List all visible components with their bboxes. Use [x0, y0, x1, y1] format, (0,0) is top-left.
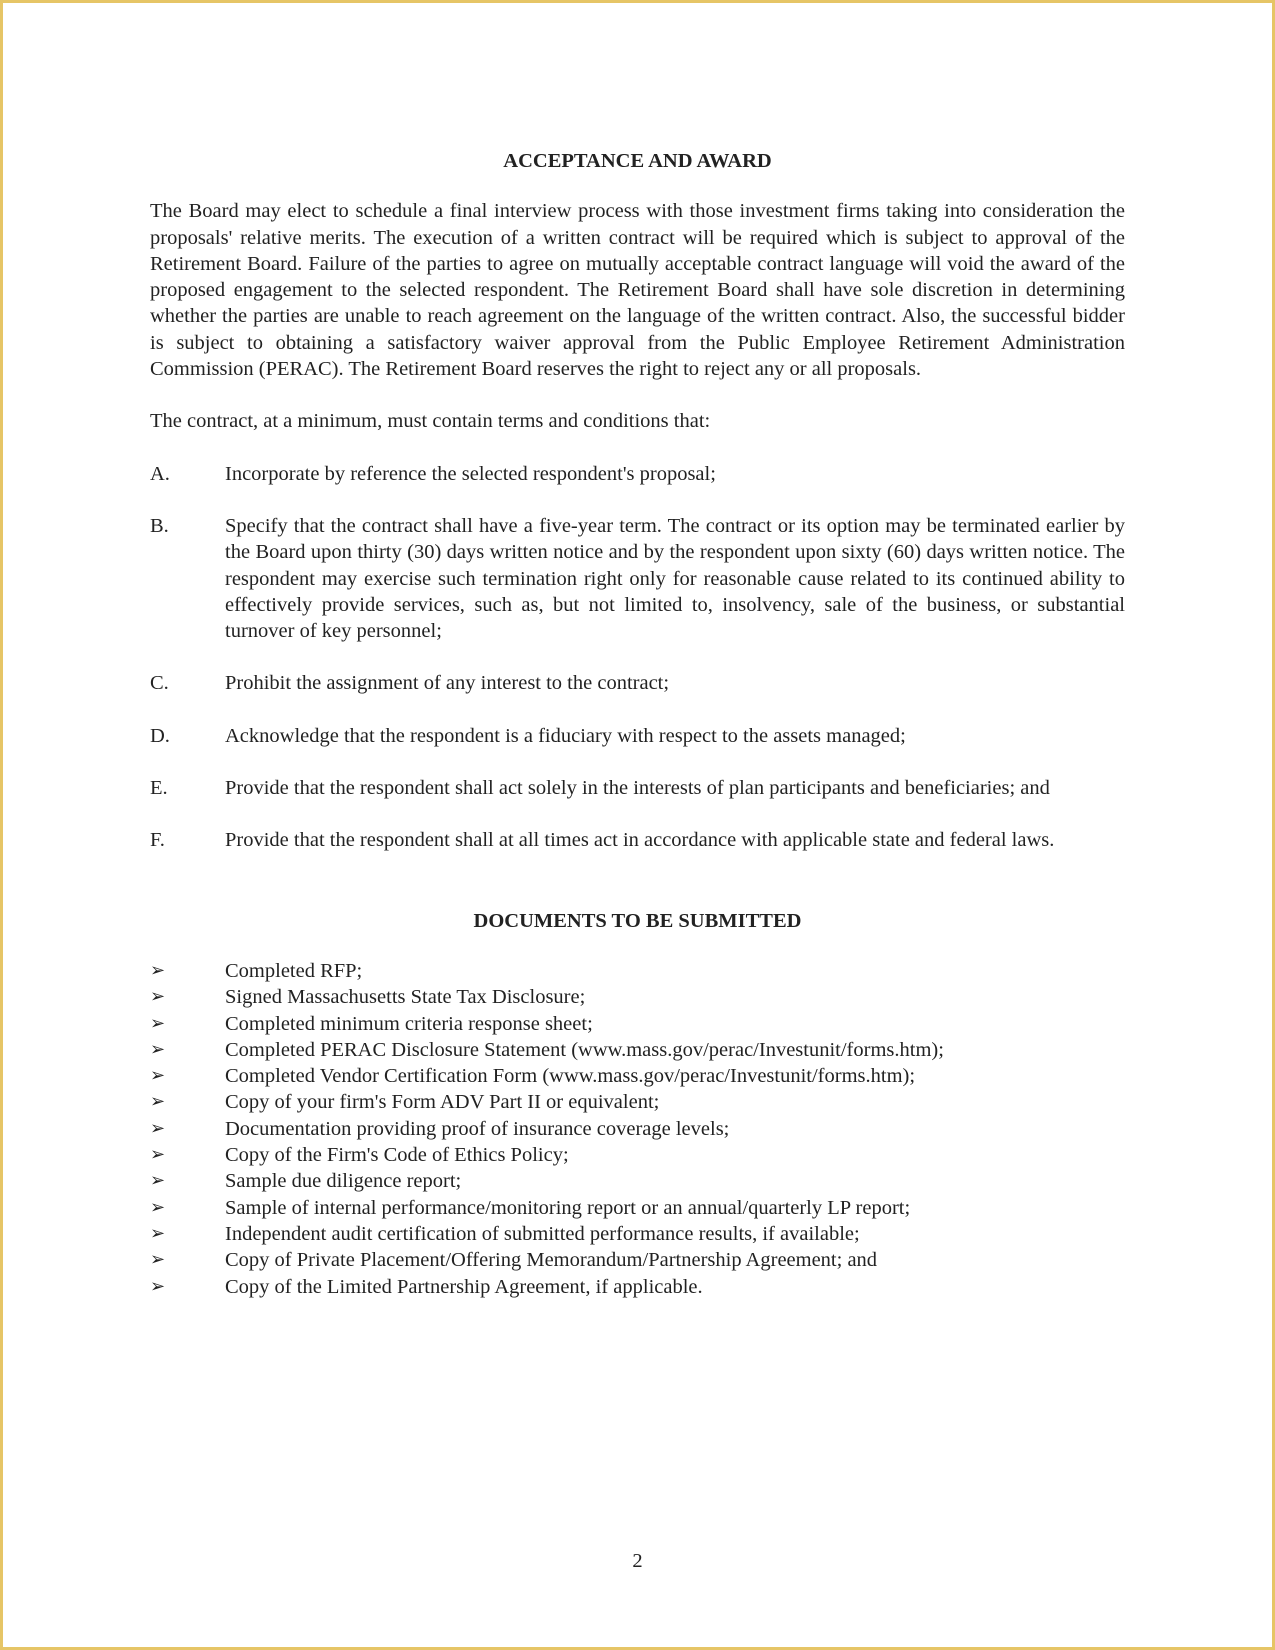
document-item-text: Completed PERAC Disclosure Statement (www.mass.gov/perac/Investunit/forms.htm); — [225, 1038, 944, 1061]
term-text: Provide that the respondent shall act solely in the interests of plan participants and beneficiaries; and — [225, 777, 1050, 800]
term-item — [150, 670, 1125, 696]
document-item — [150, 1247, 1125, 1273]
term-letter: C. — [150, 672, 169, 695]
term-item — [150, 513, 1125, 644]
document-item — [150, 1274, 1125, 1300]
term-item — [150, 775, 1125, 801]
document-item — [150, 1142, 1125, 1168]
page-number: 2 — [632, 1550, 643, 1572]
document-item — [150, 1168, 1125, 1194]
documents-list — [150, 958, 1125, 1300]
arrow-bullet-icon: ➢ — [150, 1170, 166, 1192]
document-item — [150, 1063, 1125, 1089]
document-item — [150, 1037, 1125, 1063]
arrow-bullet-icon: ➢ — [150, 1117, 166, 1139]
arrow-bullet-icon: ➢ — [150, 959, 166, 981]
arrow-bullet-icon: ➢ — [150, 1144, 166, 1166]
arrow-bullet-icon: ➢ — [150, 1196, 166, 1218]
arrow-bullet-icon: ➢ — [150, 1065, 166, 1087]
term-letter: A. — [150, 462, 170, 485]
document-item — [150, 1195, 1125, 1221]
arrow-bullet-icon: ➢ — [150, 1012, 166, 1034]
term-text: Provide that the respondent shall at all times act in accordance with applicable state and federal laws. — [225, 829, 1055, 852]
document-item-text: Signed Massachusetts State Tax Disclosure; — [225, 986, 586, 1009]
document-item — [150, 958, 1125, 984]
term-letter: B. — [150, 514, 169, 537]
document-item-text: Copy of the Limited Partnership Agreement, if applicable. — [225, 1275, 703, 1298]
document-item — [150, 1221, 1125, 1247]
arrow-bullet-icon: ➢ — [150, 986, 166, 1008]
term-letter: D. — [150, 724, 170, 747]
document-item-text: Copy of the Firm's Code of Ethics Policy; — [225, 1144, 569, 1167]
term-text: Incorporate by reference the selected respondent's proposal; — [225, 462, 716, 485]
arrow-bullet-icon: ➢ — [150, 1275, 166, 1297]
document-item-text: Copy of your firm's Form ADV Part II or equivalent; — [225, 1091, 660, 1114]
document-item-text: Sample due diligence report; — [225, 1170, 462, 1193]
term-item — [150, 723, 1125, 749]
document-item-text: Sample of internal performance/monitoring report or an annual/quarterly LP report; — [225, 1196, 911, 1219]
arrow-bullet-icon: ➢ — [150, 1038, 166, 1060]
arrow-bullet-icon: ➢ — [150, 1249, 166, 1271]
section-title-documents: DOCUMENTS TO BE SUBMITTED — [473, 909, 802, 932]
arrow-bullet-icon: ➢ — [150, 1222, 166, 1244]
term-item — [150, 461, 1125, 487]
section-title-acceptance: ACCEPTANCE AND AWARD — [503, 150, 772, 172]
intro-paragraph: The Board may elect to schedule a final interview process with those investment firms taking into consideration the proposals' relative merits. The execution of a written contract will be required which is subject to approval of the Retirement Board. Failure of the parties to agree on mutually acceptable contract language will void the award of the proposed engagement to the selected respondent. The Retirement Board shall have sole discretion in determining whether the parties are unable to reach agreement on the language of the written contract. Also, the successful bidder is subject to obtaining a satisfactory waiver approval from the Public Employee Retirement Administration Commission (PERAC). The Retirement Board reserves the right to reject any or all proposals. — [150, 200, 1125, 381]
document-item — [150, 1011, 1125, 1037]
term-letter: E. — [150, 777, 168, 800]
document-item-text: Completed minimum criteria response sheet; — [225, 1012, 593, 1035]
document-item-text: Completed Vendor Certification Form (www.mass.gov/perac/Investunit/forms.htm); — [225, 1065, 916, 1088]
document-body — [150, 148, 1125, 1300]
term-item — [150, 827, 1125, 853]
document-item-text: Copy of Private Placement/Offering Memorandum/Partnership Agreement; and — [225, 1249, 878, 1272]
term-text: Acknowledge that the respondent is a fiduciary with respect to the assets managed; — [225, 724, 906, 747]
arrow-bullet-icon: ➢ — [150, 1091, 166, 1113]
document-item — [150, 984, 1125, 1010]
term-text: Prohibit the assignment of any interest to the contract; — [225, 672, 670, 695]
document-item — [150, 1089, 1125, 1115]
contract-terms-list — [150, 461, 1125, 854]
document-item-text: Completed RFP; — [225, 959, 363, 982]
document-item-text: Documentation providing proof of insurance coverage levels; — [225, 1117, 730, 1140]
contract-lead-text: The contract, at a minimum, must contain terms and conditions that: — [150, 410, 711, 433]
term-text: Specify that the contract shall have a five-year term. The contract or its option may be terminated earlier by the Board upon thirty (30) days written notice and by the respondent upon sixty (60) days written notice. The respondent may exercise such termination right only for reasonable cause related to its continued ability to effectively provide services, such as, but not limited to, insolvency, sale of the business, or substantial turnover of key personnel; — [225, 514, 1125, 643]
document-item — [150, 1116, 1125, 1142]
document-item-text: Independent audit certification of submitted performance results, if available; — [225, 1222, 860, 1245]
term-letter: F. — [150, 829, 165, 852]
